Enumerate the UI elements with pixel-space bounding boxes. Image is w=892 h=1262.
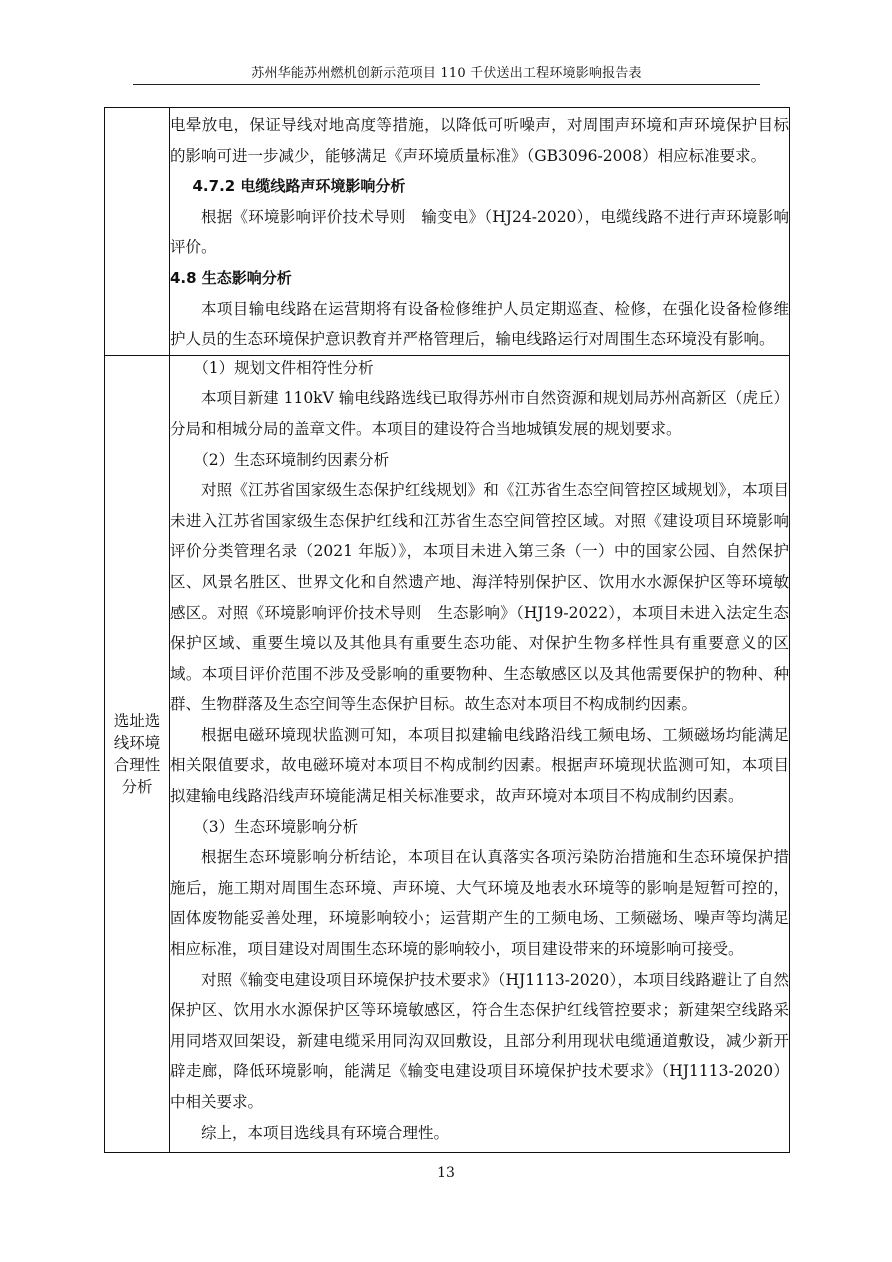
table-row (105, 108, 790, 356)
body-paragraph: 根据《环境影响评价技术导则 输变电》（HJ24-2020），电缆线路不进行声环境影响评价。 (170, 207, 789, 257)
header-divider (133, 84, 760, 85)
body-paragraph: 对照《江苏省国家级生态保护红线规划》和《江苏省生态空间管控区域规划》，本项目未进入江苏省国家级生态保护红线和江苏省生态空间管控区域。对照《建设项目环境影响评价分类管理名录（2021 年版）》，本项目未进入第三条（一）中的国家公园、自然保护区、风景名胜区、世界文化和自然遗产地、海洋特别保护区、饮用水水源保护区等环境敏感区。对照《环境影响评价技术导则 生态影响》（HJ19-2022），本项目未进入法定生态保护区域、重要生境以及其他具有重要生态功能、对保护生物多样性具有重要意义的区域。本项目评价范围不涉及受影响的重要物种、生态敏感区以及其他需要保护的物种、种群、生物群落及生态空间等生态保护目标。故生态对本项目不构成制约因素。 (170, 481, 789, 714)
section-heading-4-8: 4.8 生态影响分析 (170, 268, 292, 287)
subsection-heading: （3）生态环境影响分析 (193, 817, 359, 836)
body-paragraph: 本项目新建 110kV 输电线路选线已取得苏州市自然资源和规划局苏州高新区（虎丘）分局和相城分局的盖章文件。本项目的建设符合当地城镇发展的规划要求。 (170, 389, 789, 438)
page-number: 13 (437, 1165, 455, 1181)
conclusion-paragraph: 综上，本项目选线具有环境合理性。 (201, 1123, 450, 1142)
report-table (104, 107, 790, 1153)
body-paragraph: 对照《输变电建设项目环境保护技术要求》（HJ1113-2020），本项目线路避让了自然保护区、饮用水水源保护区等环境敏感区，符合生态保护红线管控要求；新建架空线路采用同塔双回架设，新建电缆采用同沟双回敷设，且部分利用现状电缆通道敷设，减少新开辟走廊，降低环境影响，能满足《输变电建设项目环境保护技术要求》（HJ1113-2020）中相关要求。 (170, 970, 789, 1111)
subsection-heading: （2）生态环境制约因素分析 (193, 450, 390, 469)
subsection-heading: （1）规划文件相符性分析 (193, 358, 374, 377)
body-paragraph: 本项目输电线路在运营期将有设备检修维护人员定期巡查、检修，在强化设备检修维护人员的生态环境保护意识教育并严格管理后，输电线路运行对周围生态环境没有影响。 (170, 299, 789, 349)
table-row (105, 355, 790, 1152)
row-label-cell (105, 108, 170, 356)
row-content-cell (170, 355, 790, 1152)
row-label-site-selection: 选址选线环境合理性分析 (105, 355, 170, 1152)
section-heading-4-7-2: 4.7.2 电缆线路声环境影响分析 (192, 177, 406, 196)
body-paragraph: 根据电磁环境现状监测可知，本项目拟建输电线路沿线工频电场、工频磁场均能满足相关限值要求，故电磁环境对本项目不构成制约因素。根据声环境现状监测可知，本项目拟建输电线路沿线声环境能满足相关标准要求，故声环境对本项目不构成制约因素。 (170, 725, 789, 806)
body-paragraph: 根据生态环境影响分析结论，本项目在认真落实各项污染防治措施和生态环境保护措施后，施工期对周围生态环境、声环境、大气环境及地表水环境等的影响是短暂可控的，固体废物能妥善处理，环境影响较小；运营期产生的工频电场、工频磁场、噪声等均满足相应标准，项目建设对周围生态环境的影响较小，项目建设带来的环境影响可接受。 (170, 848, 789, 959)
row-content-cell (170, 108, 790, 356)
page-header-title: 苏州华能苏州燃机创新示范项目 110 千伏送出工程环境影响报告表 (251, 66, 642, 81)
body-paragraph: 电晕放电，保证导线对地高度等措施，以降低可听噪声，对周围声环境和声环境保护目标的影响可进一步减少，能够满足《声环境质量标准》（GB3096-2008）相应标准要求。 (170, 116, 789, 165)
